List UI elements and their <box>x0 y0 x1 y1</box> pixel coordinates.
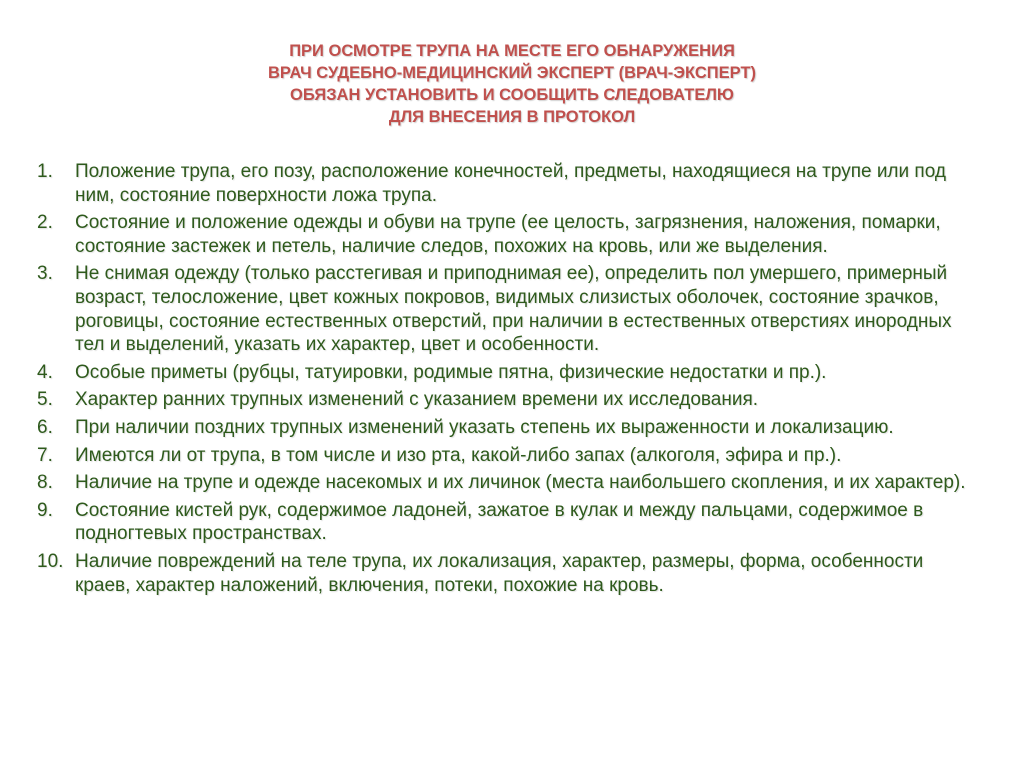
list-item-text: При наличии поздних трупных изменений указать степень их выраженности и локализацию. <box>75 416 894 438</box>
list-item <box>37 160 967 207</box>
requirements-list <box>37 160 967 601</box>
slide-title <box>150 40 874 128</box>
list-item-number: 9. <box>37 499 53 521</box>
list-item <box>37 416 967 440</box>
list-item-number: 6. <box>37 416 53 438</box>
title-line: ДЛЯ ВНЕСЕНИЯ В ПРОТОКОЛ <box>388 108 636 126</box>
list-item-text: Характер ранних трупных изменений с указанием времени их исследования. <box>75 389 759 411</box>
list-item-number: 1. <box>37 161 53 182</box>
list-item-number: 2. <box>37 212 53 234</box>
list-item-number: 7. <box>37 444 53 466</box>
list-item <box>37 550 967 597</box>
list-item-number: 8. <box>37 472 53 494</box>
list-item <box>37 388 967 412</box>
list-item-text: Наличие на трупе и одежде насекомых и их личинок (места наибольшего скопления, и их характер). <box>75 472 966 494</box>
list-item-text: Состояние кистей рук, содержимое ладоней, зажатое в кулак и между пальцами, содержимое в подногтевых пространствах. <box>75 499 924 545</box>
list-item-number: 4. <box>37 361 53 383</box>
list-item <box>37 262 967 356</box>
list-item <box>37 499 967 546</box>
list-item-text: Не снимая одежду (только расстегивая и приподнимая ее), определить пол умершего, примерный возраст, телосложение, цвет кожных покровов, видимых слизистых оболочек, состояние зрачков, роговицы, состояние естественных отверстий, при наличии в естественных отверстиях инородных тел и выделений, указать их характер, цвет и особенности. <box>75 263 952 356</box>
list-item-text: Наличие повреждений на теле трупа, их локализация, характер, размеры, форма, особенности краев, характер наложений, включения, потеки, похожие на кровь. <box>75 550 924 596</box>
list-item <box>37 211 967 258</box>
list-item-text: Имеются ли от трупа, в том числе и изо рта, какой-либо запах (алкоголя, эфира и пр.). <box>75 444 842 466</box>
list-item <box>37 361 967 385</box>
list-item-number: 5. <box>37 389 53 411</box>
list-item-text: Состояние и положение одежды и обуви на трупе (ее целость, загрязнения, наложения, помарки, состояние застежек и петель, наличие следов, похожих на кровь, или же выделения. <box>75 212 941 257</box>
list-item-number: 10. <box>37 550 64 572</box>
list-item-text: Положение трупа, его позу, расположение конечностей, предметы, находящиеся на трупе или под ним, состояние поверхности ложа трупа. <box>75 161 946 206</box>
list-item-text: Особые приметы (рубцы, татуировки, родимые пятна, физические недостатки и пр.). <box>75 361 827 383</box>
title-line: ВРАЧ СУДЕБНО-МЕДИЦИНСКИЙ ЭКСПЕРТ (ВРАЧ-ЭКСПЕРТ) <box>267 64 757 82</box>
list-item <box>37 471 967 495</box>
list-item <box>37 444 967 468</box>
list-item-number: 3. <box>37 263 53 285</box>
title-line: ПРИ ОСМОТРЕ ТРУПА НА МЕСТЕ ЕГО ОБНАРУЖЕНИЯ <box>289 42 735 60</box>
title-line: ОБЯЗАН УСТАНОВИТЬ И СООБЩИТЬ СЛЕДОВАТЕЛЮ <box>290 86 734 104</box>
